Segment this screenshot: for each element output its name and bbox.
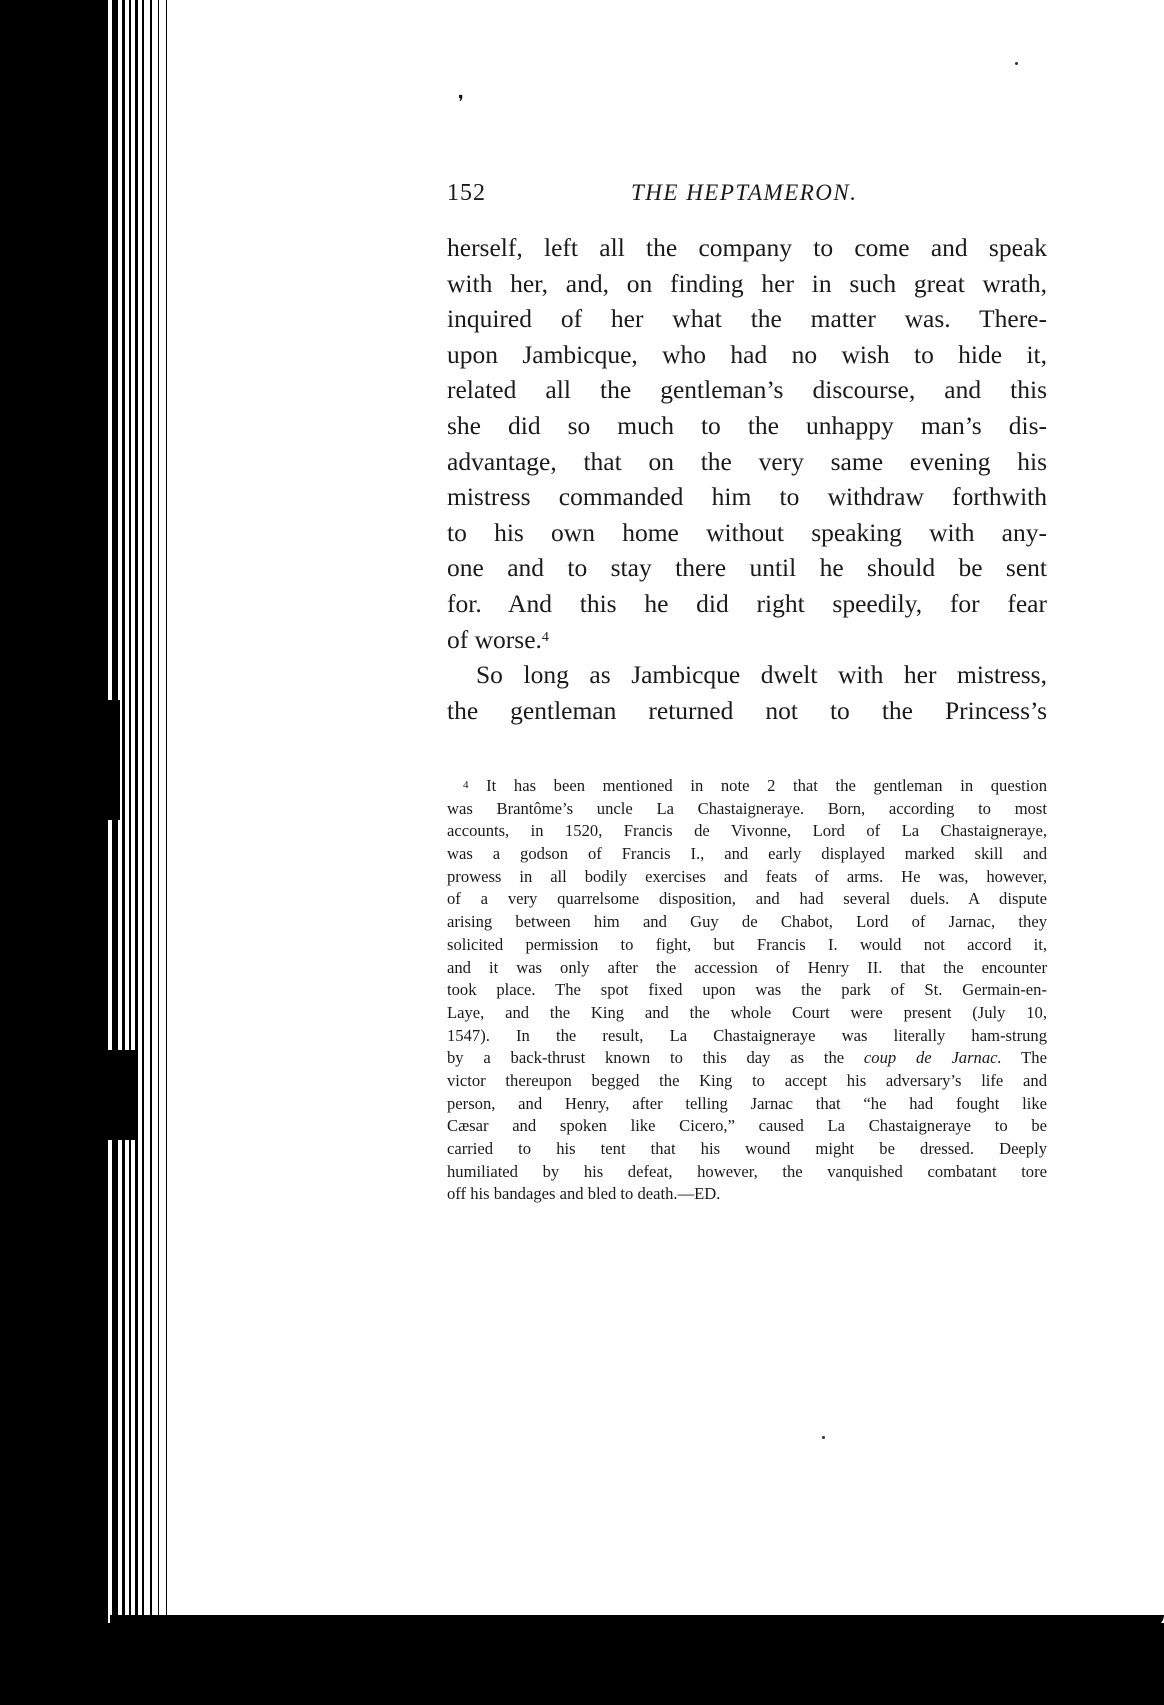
- text-line: advantage, that on the very same evening his: [447, 446, 1047, 476]
- footnote-line: victor thereupon begged the King to accept his adversary’s life and: [447, 1070, 1047, 1090]
- page-number: 152: [447, 180, 486, 206]
- running-head: [447, 180, 1047, 214]
- speck: [1015, 62, 1018, 65]
- footnote-line: of a very quarrelsome disposition, and had several duels. A dispute: [447, 889, 1047, 909]
- text-line: related all the gentleman’s discourse, and this: [447, 375, 1047, 405]
- footnote-line: prowess in all bodily exercises and feats of arms. He was, however,: [447, 866, 1047, 886]
- footnote-line-text: It has been mentioned in note 2 that the gentleman in question: [486, 776, 1047, 795]
- footnote-italic-phrase: coup de Jarnac.: [863, 1048, 1002, 1068]
- footnote-line: took place. The spot fixed upon was the park of St. Germain-en-: [447, 980, 1047, 1000]
- footnote-marker: 4: [463, 779, 469, 791]
- text-line: So long as Jambicque dwelt with her mistress,: [476, 660, 1047, 690]
- footnote-reference: 4: [541, 629, 549, 645]
- footnote-line: person, and Henry, after telling Jarnac that “he had fought like: [447, 1093, 1047, 1113]
- text-line: the gentleman returned not to the Princess’s: [447, 695, 1047, 725]
- text-line: to his own home without speaking with any-: [447, 517, 1047, 547]
- text-line: upon Jambicque, who had no wish to hide it,: [447, 339, 1047, 369]
- text-line: herself, left all the company to come and speak: [447, 233, 1047, 262]
- speck: [822, 1436, 825, 1439]
- footnote-line: arising between him and Guy de Chabot, Lord of Jarnac, they: [447, 912, 1047, 932]
- body-text: [447, 230, 1047, 728]
- text-line: [447, 622, 1047, 658]
- footnote: [447, 775, 1047, 1206]
- footnote-line: was Brantôme’s uncle La Chastaigneraye. Born, according to most: [447, 798, 1047, 818]
- footnote-line: [447, 1047, 1047, 1070]
- text-line: one and to stay there until he should be sent: [447, 553, 1047, 583]
- running-title: THE HEPTAMERON.: [631, 180, 858, 205]
- footnote-line: and it was only after the accession of Henry II. that the encounter: [447, 957, 1047, 977]
- footnote-line-text: by a back-thrust known to this day as the: [447, 1048, 845, 1068]
- text-line: she did so much to the unhappy man’s dis-: [447, 410, 1047, 440]
- footnote-line: off his bandages and bled to death.—ED.: [447, 1184, 721, 1204]
- text-line: mistress commanded him to withdraw forthwith: [447, 482, 1047, 512]
- footnote-line: solicited permission to fight, but Francis I. would not accord it,: [447, 934, 1047, 954]
- footnote-line: Cæsar and spoken like Cicero,” caused La Chastaigneraye to be: [447, 1116, 1047, 1136]
- footnote-line: Laye, and the King and the whole Court were present (July 10,: [447, 1002, 1047, 1022]
- footnote-line: [447, 775, 1047, 798]
- book-gutter-shadow: [0, 0, 190, 1705]
- footnote-line: carried to his tent that his wound might be dressed. Deeply: [447, 1139, 1047, 1158]
- footnote-line: 1547). In the result, La Chastaigneraye was literally ham-strung: [447, 1025, 1047, 1045]
- footnote-line: humiliated by his defeat, however, the vanquished combatant tore: [447, 1161, 1047, 1181]
- footnote-line: accounts, in 1520, Francis de Vivonne, Lord of La Chastaigneraye,: [447, 821, 1047, 841]
- footnote-line-text: The: [1021, 1048, 1047, 1068]
- footnote-line: was a godson of Francis I., and early displayed marked skill and: [447, 844, 1047, 864]
- text-line-content: of worse.: [447, 624, 542, 654]
- page-bottom-edge: [0, 1623, 1164, 1705]
- text-line: for. And this he did right speedily, for fear: [447, 588, 1047, 618]
- text-line: inquired of her what the matter was. There-: [447, 304, 1047, 334]
- ink-mark: ❜: [458, 92, 464, 112]
- text-line: with her, and, on finding her in such great wrath,: [447, 268, 1047, 298]
